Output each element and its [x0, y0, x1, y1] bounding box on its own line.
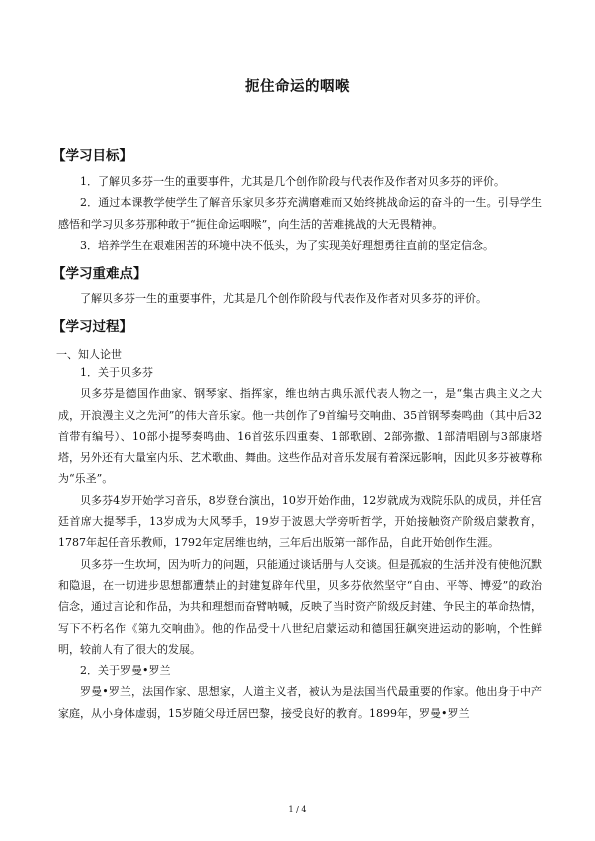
beethoven-paragraph-1: 贝多芬是德国作曲家、钢琴家、指挥家，维也纳古典乐派代表人物之一，是“集古典主义之大成，开浪漫主义之先河”的伟大音乐家。他一共创作了9首编号交响曲、35首钢琴奏鸣曲（其中后32首带有编号）、10部小提琴奏鸣曲、16首弦乐四重奏、1部歌剧、2部弥撒、1部清唱剧与3部康塔塔，另外还有大量室内乐、艺术歌曲、舞曲。这些作品对音乐发展有着深远影响，因此贝多芬被尊称为“乐圣”。: [58, 387, 542, 486]
beethoven-paragraph-2: 贝多芬4岁开始学习音乐，8岁登台演出，10岁开始作曲，12岁就成为戏院乐队的成员，并任宫廷首席大提琴手，13岁成为大风琴手，19岁于波恩大学旁听哲学，开始接触资产阶级启蒙教育，1787年起任音乐教师，1792年定居维也纳，三年后出版第一部作品，自此开始创作生涯。: [58, 493, 542, 550]
goals-list: [58, 171, 542, 256]
beethoven-section: [58, 362, 542, 724]
part1-label: 一、知人论世: [56, 348, 122, 361]
key-points-text: 了解贝多芬一生的重要事件，尤其是几个创作阶段与代表作及作者对贝多芬的评价。: [80, 292, 487, 305]
sub1-label: 1．关于贝多芬: [80, 366, 153, 379]
goals-heading: 【学习目标】: [52, 148, 133, 164]
goal-item-2: 2．通过本课教学使学生了解音乐家贝多芬充满磨难而又始终挑战命运的奋斗的一生。引导学生感悟和学习贝多芬那种敢于“扼住命运咽喉”，向生活的苦难挑战的大无畏精神。: [58, 196, 542, 231]
key-points-block: [58, 288, 542, 309]
page-number: 1 / 4: [288, 805, 307, 814]
goal-item-3: 3．培养学生在艰难困苦的环境中决不低头，为了实现美好理想勇往直前的坚定信念。: [80, 238, 494, 252]
sub2-label: 2．关于罗曼•罗兰: [80, 664, 171, 678]
document-title: 扼住命运的咽喉: [245, 79, 350, 95]
beethoven-paragraph-3: 贝多芬一生坎坷，因为听力的问题，只能通过谈话册与人交谈。但是孤寂的生活并没有使他沉默和隐退，在一切进步思想都遭禁止的封建复辟年代里，贝多芬依然坚守“自由、平等、博爱”的政治信念，通过言论和作品，为共和理想而奋臂呐喊，反映了当时资产阶级反封建、争民主的革命热情，写下不朽名作《第九交响曲》。他的作品受十八世纪启蒙运动和德国狂飙突进运动的影响，个性鲜明，较前人有了很大的发展。: [58, 557, 542, 656]
process-heading: 【学习过程】: [52, 319, 133, 335]
rolland-paragraph: 罗曼•罗兰，法国作家、思想家，人道主义者，被认为是法国当代最重要的作家。他出身于中产家庭，从小身体虚弱，15岁随父母迁居巴黎，接受良好的教育。1899年，罗曼•罗兰: [58, 685, 542, 720]
goal-item-1: 1．了解贝多芬一生的重要事件，尤其是几个创作阶段与代表作及作者对贝多芬的评价。: [80, 175, 505, 188]
key-points-heading: 【学习重难点】: [52, 266, 147, 282]
